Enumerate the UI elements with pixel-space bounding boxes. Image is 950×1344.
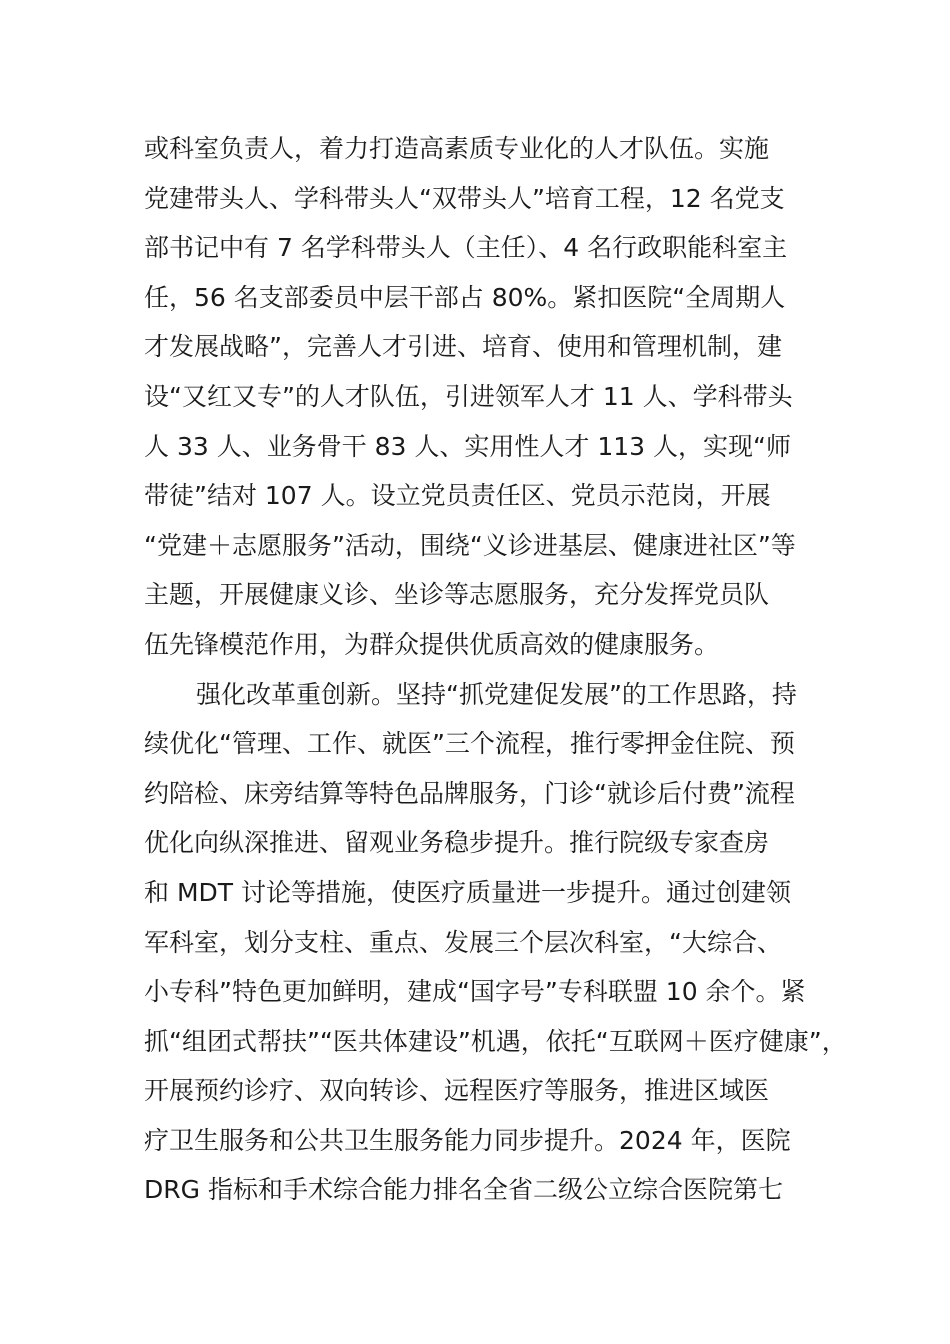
text-line: 军科室，划分支柱、重点、发展三个层次科室，“大综合、	[144, 927, 782, 957]
text-line: 或科室负责人，着力打造高素质专业化的人才队伍。实施	[144, 134, 770, 163]
text-line: 主题，开展健康义诊、坐诊等志愿服务，充分发挥党员队	[144, 580, 770, 610]
paragraph-reform-innovation	[144, 670, 847, 1216]
text-line: 强化改革重创新。坚持“抓党建促发展”的工作思路，持	[196, 679, 797, 709]
text-line: 设“又红又专”的人才队伍，引进领军人才 11 人、学科带头	[144, 381, 793, 411]
text-line: 疗卫生服务和公共卫生服务能力同步提升。2024 年，医院	[144, 1125, 791, 1155]
text-line: 任，56 名支部委员中层干部占 80%。紧扣医院“全周期人	[144, 282, 786, 312]
paragraph-talent-team	[144, 124, 816, 670]
text-line: 带徒”结对 107 人。设立党员责任区、党员示范岗，开展	[144, 481, 771, 511]
text-line: “党建＋志愿服务”活动，围绕“义诊进基层、健康进社区”等	[144, 530, 796, 560]
text-line: 党建带头人、学科带头人“双带头人”培育工程，12 名党支	[144, 183, 785, 213]
text-line: DRG 指标和手术综合能力排名全省二级公立综合医院第七	[144, 1175, 783, 1205]
text-line: 伍先锋模范作用，为群众提供优质高效的健康服务。	[144, 629, 720, 659]
text-line: 约陪检、床旁结算等特色品牌服务，门诊“就诊后付费”流程	[144, 778, 795, 808]
text-line: 优化向纵深推进、留观业务稳步提升。推行院级专家查房	[144, 828, 770, 858]
text-line: 续优化“管理、工作、就医”三个流程，推行零押金住院、预	[144, 729, 795, 759]
document-body	[144, 124, 847, 1215]
text-line: 人 33 人、业务骨干 83 人、实用性人才 113 人，实现“师	[144, 431, 791, 461]
text-line: 开展预约诊疗、双向转诊、远程医疗等服务，推进区域医	[144, 1076, 770, 1106]
text-line: 才发展战略”，完善人才引进、培育、使用和管理机制，建	[144, 332, 782, 362]
text-line: 和 MDT 讨论等措施，使医疗质量进一步提升。通过创建领	[144, 877, 791, 907]
text-line: 抓“组团式帮扶”“医共体建设”机遇，依托“互联网＋医疗健康”，	[144, 1026, 847, 1056]
text-line: 部书记中有 7 名学科带头人（主任）、4 名行政职能科室主	[144, 233, 788, 263]
text-line: 小专科”特色更加鲜明，建成“国字号”专科联盟 10 余个。紧	[144, 977, 806, 1007]
